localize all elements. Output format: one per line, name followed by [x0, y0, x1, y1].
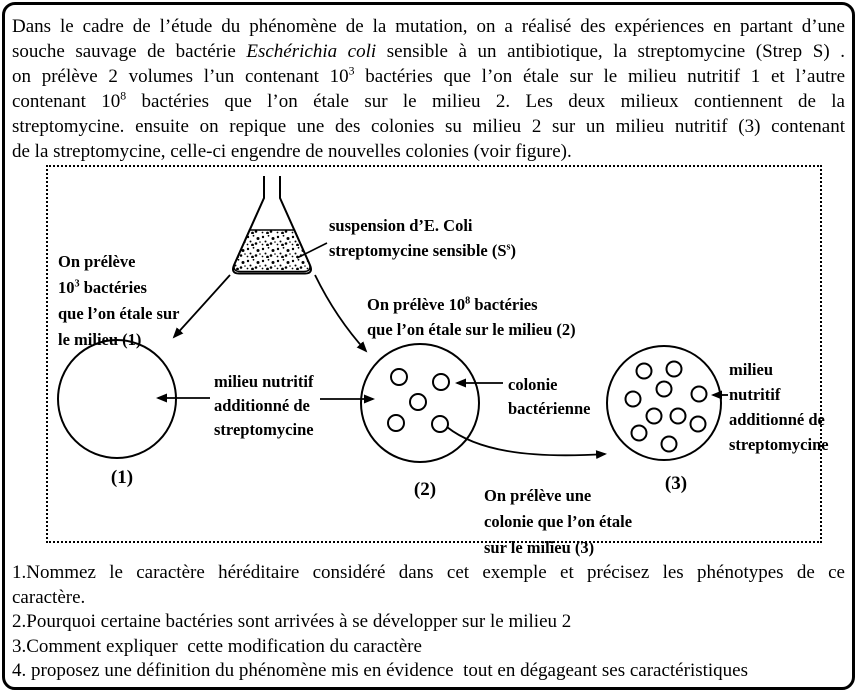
sample-2-label: On prélève $10^8$ bactéries que l’on étale sur le milieu (2)	[367, 295, 576, 339]
species-name: Eschérichia coli	[246, 41, 377, 62]
intro-line-2: souche sauvage de bactérie Eschérichia coli sensible à un antibiotique, la streptomycine (Strep S) .	[12, 41, 845, 62]
flask-icon	[233, 176, 311, 274]
flask-suspension-label: suspension d’E. Coli streptomycine sensible $(S^s)$	[329, 216, 517, 260]
question-1-line-1: 1.Nommez le caractère héréditaire considéré dans cet exemple et précisez les phénotypes de ce	[12, 562, 845, 583]
question-4: 4. proposez une définition du phénomène mis en évidence tout en dégageant ses caractéristiques	[12, 660, 748, 681]
colony-label: colonie bactérienne	[508, 375, 591, 418]
petri-dish-3	[607, 346, 721, 460]
intro-line-5: streptomycine. ensuite on repique une des colonies su milieu 2 sur un milieu nutritif (3) contenant	[12, 116, 845, 137]
intro-paragraph	[12, 14, 845, 164]
arrow-flask-to-dish2	[315, 275, 366, 351]
sample-1-label: On prélève $10^3$ bactéries que l’on étale sur le milieu (1)	[58, 252, 180, 349]
questions-list	[12, 561, 845, 684]
flask-liquid	[234, 230, 310, 272]
petri-dish-1	[58, 340, 176, 458]
dish-2-caption: (2)	[413, 479, 437, 500]
arrow-flask-to-dish1	[174, 275, 230, 337]
dish-1-caption: (1)	[110, 467, 134, 488]
document-page	[2, 2, 855, 690]
intro-line-6: de la streptomycine, celle-ci engendre de nouvelles colonies (voir figure).	[12, 141, 572, 162]
dish-3-caption: (3)	[664, 473, 688, 494]
intro-line-3: on prélève 2 volumes l’un contenant $10^3$ bactéries que l’on étale sur le milieu nutritif 1 et l’autre	[12, 64, 845, 87]
intro-line-1: Dans le cadre de l’étude du phénomène de la mutation, on a réalisé des expériences en partant d’une	[12, 16, 845, 37]
petri-dish-2	[361, 344, 479, 462]
question-2: 2.Pourquoi certaine bactéries sont arrivées à se développer sur le milieu 2	[12, 611, 572, 632]
medium-1-2-label: milieu nutritif additionné de streptomycine	[214, 372, 314, 439]
question-3: 3.Comment expliquer cette modification du caractère	[12, 635, 422, 657]
transfer-label: On prélève une colonie que l’on étale sur le milieu (3)	[484, 486, 633, 557]
intro-line-4: contenant $10^8$ bactéries que l’on étale sur le milieu 2. Les deux milieux contiennent de la	[12, 89, 845, 112]
question-1-line-2: caractère.	[12, 586, 86, 608]
medium-3-label: milieu nutritif additionné de streptomycine	[729, 360, 829, 454]
experiment-figure	[46, 165, 829, 557]
